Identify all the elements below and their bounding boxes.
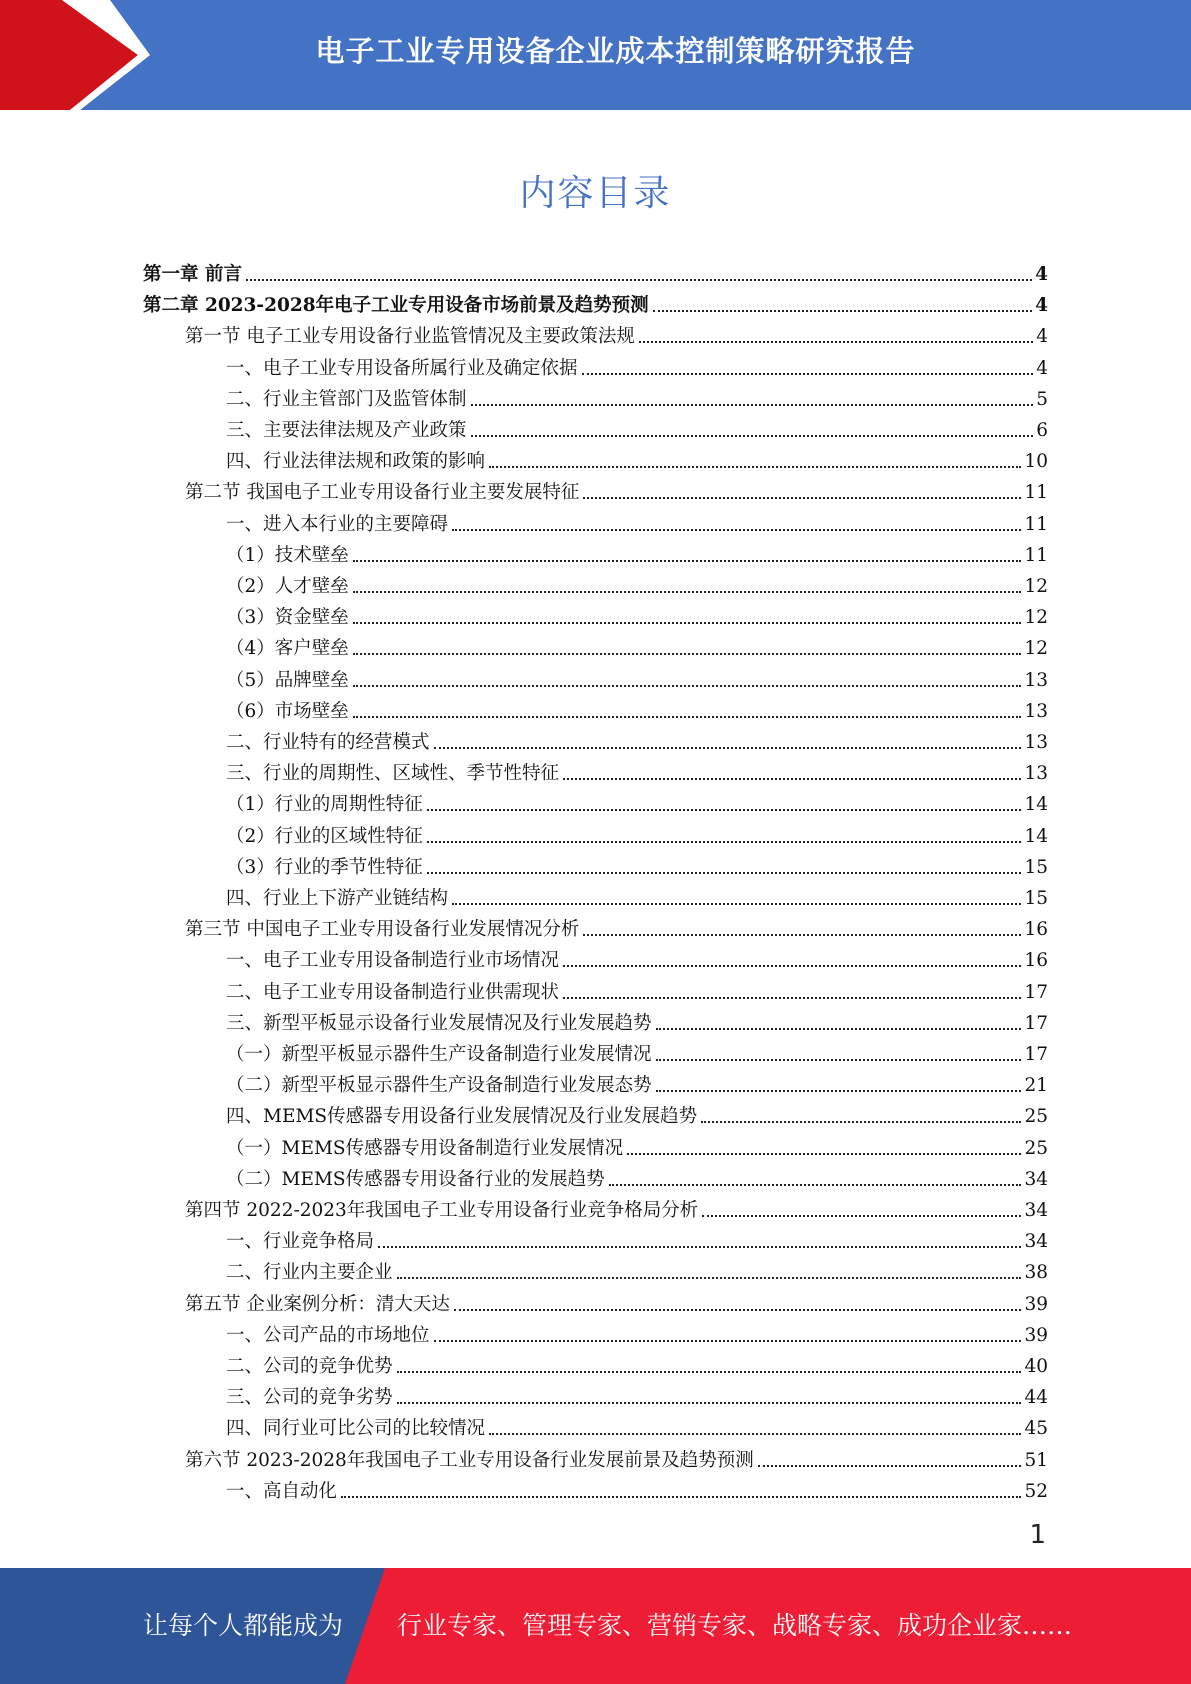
toc-entry-label: 一、电子工业专用设备制造行业市场情况	[226, 950, 560, 972]
toc-entry-label: 四、行业上下游产业链结构	[226, 888, 449, 909]
toc-entry-page: 13	[1024, 700, 1048, 722]
toc-entry[interactable]	[185, 473, 1048, 504]
toc-entry[interactable]	[226, 879, 1048, 910]
toc-dot-leader	[471, 403, 1034, 406]
toc-entry[interactable]	[226, 817, 1048, 848]
toc-entry[interactable]	[185, 317, 1048, 348]
toc-entry-label: 一、电子工业专用设备所属行业及确定依据	[226, 357, 578, 379]
toc-entry-page: 34	[1024, 1231, 1048, 1253]
toc-entry[interactable]	[226, 411, 1048, 442]
toc-entry-label: 第二节 我国电子工业专用设备行业主要发展特征	[185, 482, 580, 504]
toc-entry[interactable]	[226, 536, 1048, 567]
toc-entry-label: 四、行业法律法规和政策的影响	[226, 451, 486, 473]
toc-heading: 内容目录	[519, 173, 672, 214]
footer-slogan-left: 让每个人都能成为	[143, 1611, 344, 1640]
toc-entry[interactable]	[185, 910, 1048, 941]
toc-dot-leader	[397, 1370, 1022, 1373]
toc-entry[interactable]	[226, 598, 1048, 629]
toc-entry[interactable]	[185, 1441, 1048, 1472]
toc-entry-label: 二、行业主管部门及监管体制	[226, 388, 467, 410]
toc-entry-label: 二、行业特有的经营模式	[226, 732, 430, 753]
toc-dot-leader	[397, 1276, 1022, 1279]
toc-entry-label: 一、行业竞争格局	[226, 1231, 375, 1253]
toc-entry-page: 14	[1024, 825, 1048, 847]
toc-entry[interactable]	[226, 785, 1048, 816]
report-title: 电子工业专用设备企业成本控制策略研究报告	[315, 34, 916, 68]
toc-dot-leader	[427, 871, 1022, 874]
toc-entry[interactable]	[226, 1066, 1048, 1097]
toc-entry-label: 第一节 电子工业专用设备行业监管情况及主要政策法规	[185, 326, 635, 348]
toc-entry-page: 15	[1024, 888, 1048, 909]
toc-entry-label: 三、主要法律法规及产业政策	[226, 420, 467, 441]
toc-entry-page: 38	[1024, 1262, 1048, 1284]
toc-dot-leader	[583, 933, 1021, 936]
toc-dot-leader	[452, 902, 1021, 905]
toc-dot-leader	[489, 1432, 1021, 1435]
toc-entry-label: （1）技术壁垒	[226, 544, 349, 566]
toc-entry-page: 4	[1035, 295, 1048, 317]
toc-entry-label: （二）MEMS传感器专用设备行业的发展趋势	[226, 1168, 605, 1190]
toc-entry-label: 三、公司的竞争劣势	[226, 1387, 393, 1409]
toc-entry[interactable]	[226, 442, 1048, 473]
toc-entry[interactable]	[226, 349, 1048, 380]
toc-entry-page: 4	[1036, 326, 1048, 348]
toc-entry[interactable]	[226, 661, 1048, 692]
toc-dot-leader	[656, 1089, 1022, 1092]
toc-entry-label: 一、进入本行业的主要障碍	[226, 513, 449, 535]
toc-entry[interactable]	[226, 505, 1048, 536]
toc-entry-page: 51	[1024, 1449, 1048, 1471]
toc-dot-leader	[563, 964, 1021, 967]
toc-entry[interactable]	[226, 380, 1048, 411]
toc-entry-page: 44	[1024, 1387, 1048, 1409]
header-banner	[0, 0, 1191, 110]
toc-entry-page: 25	[1024, 1106, 1048, 1128]
toc-entry-page: 34	[1024, 1200, 1048, 1221]
toc-dot-leader	[353, 684, 1022, 687]
toc-entry-label: 二、行业内主要企业	[226, 1262, 393, 1284]
toc-entry-page: 52	[1024, 1480, 1048, 1502]
toc-entry-label: 四、MEMS传感器专用设备行业发展情况及行业发展趋势	[226, 1106, 698, 1128]
toc-entry-label: （一）MEMS传感器专用设备制造行业发展情况	[226, 1137, 624, 1159]
toc-entry-page: 17	[1024, 981, 1048, 1003]
page-number: 1	[1029, 1520, 1046, 1550]
toc-dot-leader	[427, 840, 1022, 843]
toc-dot-leader	[653, 309, 1033, 312]
toc-dot-leader	[639, 340, 1033, 343]
toc-dot-leader	[378, 1245, 1021, 1248]
toc-entry-page: 21	[1024, 1075, 1048, 1097]
toc-entry-page: 12	[1024, 638, 1048, 660]
toc-dot-leader	[353, 621, 1022, 624]
toc-dot-leader	[702, 1214, 1021, 1217]
toc-entry[interactable]	[143, 255, 1048, 286]
toc-entry-label: 第六节 2023-2028年我国电子工业专用设备行业发展前景及趋势预测	[185, 1449, 754, 1471]
toc-entry-label: （5）品牌壁垒	[226, 669, 349, 691]
toc-dot-leader	[582, 372, 1034, 375]
toc-entry-page: 17	[1024, 1012, 1048, 1034]
toc-entry[interactable]	[226, 1129, 1048, 1160]
toc-entry-page: 13	[1024, 669, 1048, 691]
toc-dot-leader	[454, 1308, 1022, 1311]
toc-entry-page: 11	[1024, 482, 1048, 504]
toc-entry[interactable]	[185, 1285, 1048, 1316]
toc-entry-page: 13	[1024, 763, 1048, 785]
toc-dot-leader	[353, 559, 1022, 562]
toc-entry-page: 45	[1024, 1418, 1048, 1440]
toc-entry-page: 34	[1024, 1168, 1048, 1190]
toc-entry-label: 第三节 中国电子工业专用设备行业发展情况分析	[185, 919, 580, 941]
toc-entry[interactable]	[226, 1004, 1048, 1035]
toc-dot-leader	[353, 715, 1022, 718]
toc-dot-leader	[427, 808, 1022, 811]
toc-entry-label: （3）行业的季节性特征	[226, 856, 423, 878]
toc-entry[interactable]	[226, 567, 1048, 598]
toc-dot-leader	[341, 1495, 1021, 1498]
toc-entry[interactable]	[226, 848, 1048, 879]
toc-entry-label: 第五节 企业案例分析：清大天达	[185, 1293, 450, 1315]
toc-entry-label: 二、电子工业专用设备制造行业供需现状	[226, 981, 560, 1003]
toc-entry-label: 一、公司产品的市场地位	[226, 1324, 430, 1346]
toc-entry[interactable]	[226, 1160, 1048, 1191]
toc-entry-label: 四、同行业可比公司的比较情况	[226, 1418, 486, 1440]
toc-entry[interactable]	[226, 1378, 1048, 1409]
toc-entry[interactable]	[226, 973, 1048, 1004]
toc-entry-page: 25	[1024, 1137, 1048, 1159]
toc-dot-leader	[758, 1464, 1022, 1467]
toc-dot-leader	[246, 278, 1032, 281]
toc-entry[interactable]	[226, 1097, 1048, 1128]
toc-entry[interactable]	[226, 941, 1048, 972]
toc-entry[interactable]	[226, 1316, 1048, 1347]
toc-dot-leader	[353, 590, 1022, 593]
toc-entry[interactable]	[226, 1409, 1048, 1440]
toc-entry[interactable]	[226, 1347, 1048, 1378]
toc-dot-leader	[563, 777, 1021, 780]
toc-entry-page: 16	[1024, 919, 1048, 941]
toc-dot-leader	[701, 1120, 1021, 1123]
toc-entry-page: 39	[1024, 1293, 1048, 1315]
toc-entry[interactable]	[226, 1222, 1048, 1253]
toc-entry-label: （4）客户壁垒	[226, 638, 349, 660]
toc-entry-label: 第二章 2023-2028年电子工业专用设备市场前景及趋势预测	[143, 295, 649, 317]
toc-entry-label: （1）行业的周期性特征	[226, 794, 423, 816]
toc-dot-leader	[583, 496, 1021, 499]
toc-entry-label: 第一章 前言	[143, 264, 242, 285]
toc-entry-page: 11	[1024, 513, 1048, 535]
toc-entry-page: 15	[1024, 856, 1048, 878]
toc-entry-label: 二、公司的竞争优势	[226, 1356, 393, 1377]
toc-entry-label: （二）新型平板显示器件生产设备制造行业发展态势	[226, 1075, 652, 1097]
toc-entry-page: 11	[1024, 544, 1048, 566]
toc-entry[interactable]	[226, 723, 1048, 754]
toc-entry-page: 14	[1024, 794, 1048, 816]
toc-entry-label: （一）新型平板显示器件生产设备制造行业发展情况	[226, 1044, 652, 1065]
toc-entry-page: 17	[1024, 1044, 1048, 1065]
toc-entry-label: （3）资金壁垒	[226, 607, 349, 629]
toc-entry-page: 4	[1035, 264, 1048, 285]
toc-entry-page: 40	[1024, 1356, 1048, 1377]
toc-entry-page: 5	[1036, 388, 1048, 410]
toc-entry[interactable]	[226, 1472, 1048, 1503]
toc-entry-label: 三、行业的周期性、区域性、季节性特征	[226, 763, 560, 785]
toc-entry-page: 13	[1024, 732, 1048, 753]
toc-dot-leader	[434, 1339, 1022, 1342]
toc-entry-label: （2）人才壁垒	[226, 576, 349, 597]
toc-dot-leader	[489, 465, 1021, 468]
footer-banner	[0, 1568, 1191, 1684]
toc-dot-leader	[563, 996, 1021, 999]
toc-dot-leader	[656, 1058, 1022, 1061]
toc-entry-page: 39	[1024, 1324, 1048, 1346]
toc-entry[interactable]	[226, 1253, 1048, 1284]
toc-entry[interactable]	[185, 1191, 1048, 1222]
toc-entry[interactable]	[226, 692, 1048, 723]
toc-dot-leader	[434, 746, 1022, 749]
toc-entry-label: 三、新型平板显示设备行业发展情况及行业发展趋势	[226, 1012, 652, 1034]
toc-entry[interactable]	[143, 286, 1048, 317]
toc-dot-leader	[353, 652, 1022, 655]
toc-entry-label: （6）市场壁垒	[226, 700, 349, 722]
toc-dot-leader	[471, 434, 1034, 437]
toc-entry-page: 6	[1036, 420, 1048, 441]
toc-dot-leader	[656, 1027, 1022, 1030]
toc-dot-leader	[609, 1183, 1022, 1186]
toc-dot-leader	[627, 1152, 1021, 1155]
toc-entry-page: 4	[1036, 357, 1048, 379]
toc-entry[interactable]	[226, 1035, 1048, 1066]
toc-entry-label: 第四节 2022-2023年我国电子工业专用设备行业竞争格局分析	[185, 1200, 699, 1221]
toc-dot-leader	[452, 528, 1021, 531]
toc-entry[interactable]	[226, 754, 1048, 785]
toc-entry-page: 12	[1024, 607, 1048, 629]
toc-entry-label: （2）行业的区域性特征	[226, 825, 423, 847]
toc-dot-leader	[397, 1401, 1022, 1404]
toc-entry-label: 一、高自动化	[226, 1480, 338, 1502]
toc-entry-page: 12	[1024, 576, 1048, 597]
footer-slogan-right: 行业专家、管理专家、营销专家、战略专家、成功企业家……	[397, 1611, 1073, 1640]
toc-entry[interactable]	[226, 629, 1048, 660]
toc-entry-page: 16	[1024, 950, 1048, 972]
toc-entry-page: 10	[1024, 451, 1048, 473]
